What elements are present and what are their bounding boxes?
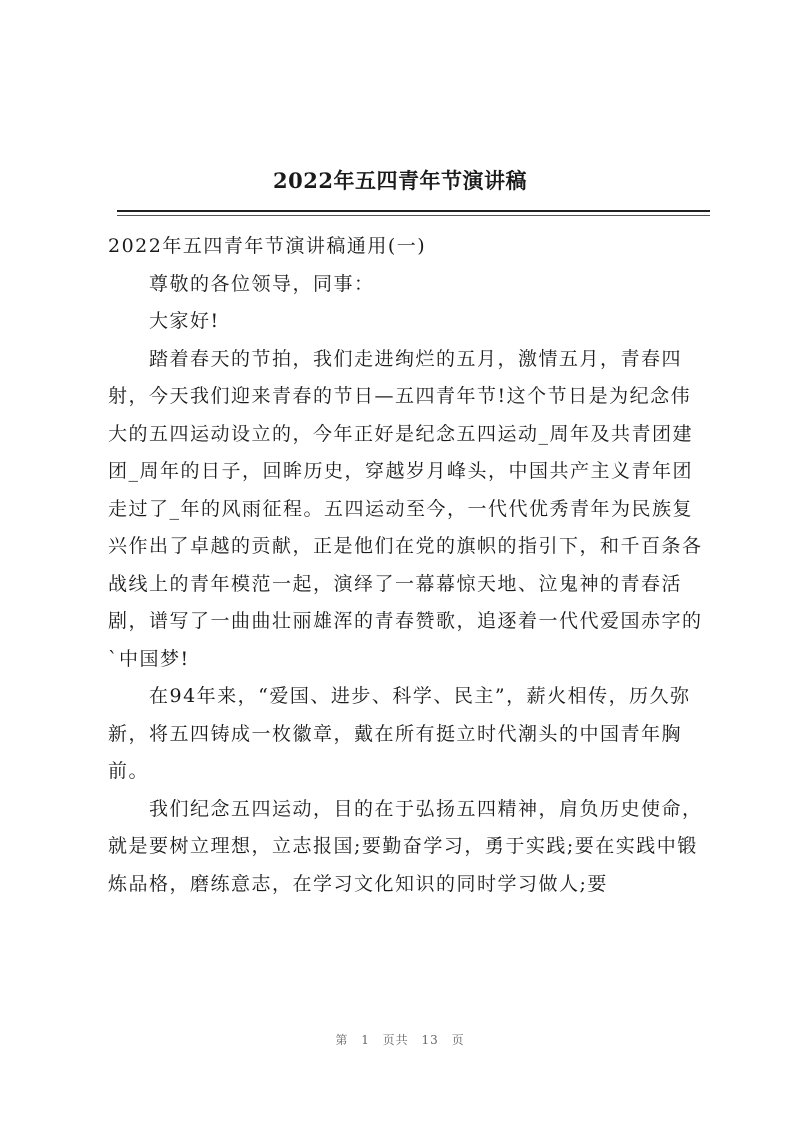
- document-title: 2022年五四青年节演讲稿: [273, 168, 527, 193]
- section-subtitle: 2022年五四青年节演讲稿通用(一): [108, 235, 427, 257]
- footer-total-pages: 13: [421, 1033, 439, 1047]
- footer-middle: 页共: [382, 1033, 409, 1047]
- document-body: [108, 228, 708, 903]
- paragraph-94-years: 在94年来，“爱国、进步、科学、民主”，薪火相传，历久弥新，将五四铸成一枚徽章，戴在所有挺立时代潮头的中国青年胸前。: [108, 685, 691, 782]
- page-footer: [0, 1031, 800, 1048]
- paragraph-commemorate: 我们纪念五四运动，目的在于弘扬五四精神，肩负历史使命，就是要树立理想，立志报国;要勤奋学习，勇于实践;要在实践中锻炼品格，磨练意志，在学习文化知识的同时学习做人;要: [108, 797, 703, 895]
- paragraph-may-fourth-intro: 踏着春天的节拍，我们走进绚烂的五月，激情五月，青春四射，今天我们迎来青春的节日—五四青年节!这个节日是为纪念伟大的五四运动设立的，今年正好是纪念五四运动_周年及共青团建团_周年的日子，回眸历史，穿越岁月峰头，中国共产主义青年团走过了_年的风雨征程。五四运动至今，一代代优秀青年为民族复兴作出了卓越的贡献，正是他们在党的旗帜的指引下，和千百条各战线上的青年模范一起，演绎了一幕幕惊天地、泣鬼神的青春活剧，谱写了一曲曲壮丽雄浑的青春赞歌，追逐着一代代爱国赤字的`中国梦!: [108, 347, 703, 670]
- title-divider-thin: [117, 215, 710, 216]
- title-divider-thick: [117, 210, 710, 212]
- paragraph-greeting: 大家好!: [149, 310, 220, 332]
- footer-suffix: 页: [451, 1033, 465, 1047]
- paragraph-salutation: 尊敬的各位领导，同事：: [149, 272, 375, 295]
- footer-prefix: 第: [335, 1033, 349, 1047]
- footer-page-number: 1: [361, 1033, 370, 1047]
